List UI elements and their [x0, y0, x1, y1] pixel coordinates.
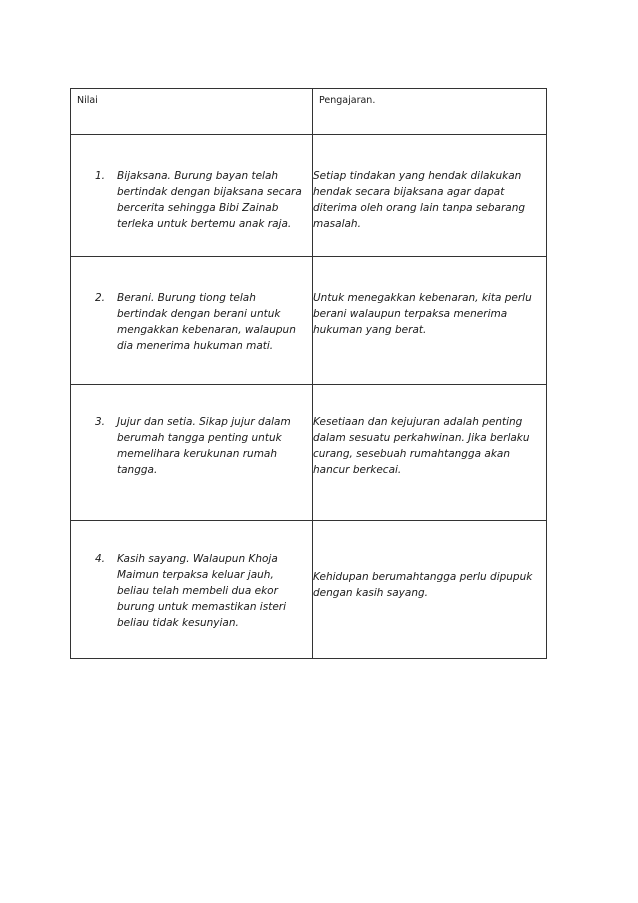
value-text: Jujur dan setia. Sikap jujur dalam berumah tangga penting untuk memelihara kerukunan rumah tangga. [117, 416, 291, 476]
values-lessons-table [70, 88, 547, 659]
item-number: 4. [95, 553, 106, 565]
table-row [71, 385, 547, 521]
value-cell [71, 385, 313, 521]
value-text: Bijaksana. Burung bayan telah bertindak dengan bijaksana secara bercerita sehingga Bibi Zainab terleka untuk bertemu anak raja. [117, 170, 302, 230]
value-item [71, 414, 312, 478]
lesson-cell: Setiap tindakan yang hendak dilakukan hendak secara bijaksana agar dapat diterima oleh orang lain tanpa sebarang masalah. [313, 135, 547, 257]
value-cell [71, 257, 313, 385]
lesson-cell: Kesetiaan dan kejujuran adalah penting dalam sesuatu perkahwinan. Jika berlaku curang, sesebuah rumahtangga akan hancur berkecai. [313, 385, 547, 521]
value-item [71, 551, 312, 631]
value-text: Kasih sayang. Walaupun Khoja Maimun terpaksa keluar jauh, beliau telah membeli dua ekor burung untuk memastikan isteri beliau tidak kesunyian. [117, 553, 287, 629]
item-number: 1. [95, 170, 106, 182]
table-row [71, 257, 547, 385]
value-item [71, 168, 312, 232]
table-row [71, 135, 547, 257]
lesson-cell: Untuk menegakkan kebenaran, kita perlu berani walaupun terpaksa menerima hukuman yang berat. [313, 257, 547, 385]
header-pengajaran: Pengajaran. [313, 89, 547, 135]
value-cell [71, 135, 313, 257]
value-item [71, 290, 312, 354]
item-number: 2. [95, 292, 106, 304]
value-cell [71, 521, 313, 659]
header-nilai: Nilai [71, 89, 313, 135]
table-header-row [71, 89, 547, 135]
item-number: 3. [95, 416, 106, 428]
table-row [71, 521, 547, 659]
value-text: Berani. Burung tiong telah bertindak dengan berani untuk mengakkan kebenaran, walaupun dia menerima hukuman mati. [117, 292, 296, 352]
lesson-cell: Kehidupan berumahtangga perlu dipupuk dengan kasih sayang. [313, 521, 547, 659]
